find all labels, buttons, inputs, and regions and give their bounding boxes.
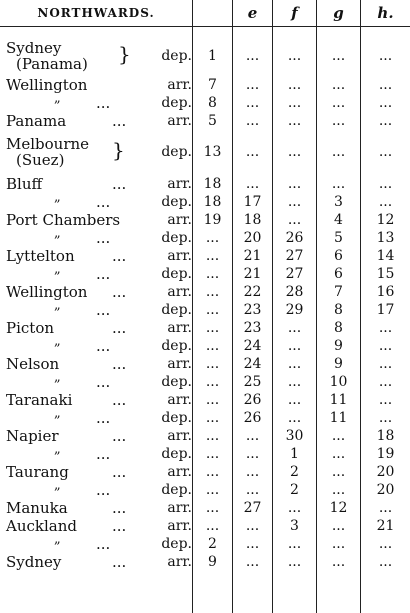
row-ditto-mark: „ — [54, 91, 61, 106]
timetable-cell: 13 — [203, 144, 222, 160]
timetable-cell: ... — [205, 464, 220, 480]
row-brace: } — [112, 138, 125, 162]
timetable-cell: 30 — [285, 428, 304, 444]
timetable-cell: ... — [287, 536, 302, 552]
timetable-cell: ... — [245, 482, 260, 498]
column-header-e: e — [247, 4, 258, 22]
timetable-cell: ... — [287, 410, 302, 426]
timetable-cell: 12 — [329, 500, 348, 516]
timetable-cell: ... — [287, 48, 302, 64]
timetable-cell: ... — [287, 113, 302, 129]
timetable-cell: ... — [378, 113, 393, 129]
timetable-cell: 20 — [376, 464, 395, 480]
row-direction: arr. — [167, 500, 192, 516]
row-direction: arr. — [167, 356, 192, 372]
timetable-cell: 7 — [334, 284, 343, 300]
timetable-cell: ... — [378, 374, 393, 390]
timetable-cell: 18 — [376, 428, 395, 444]
timetable-cell: ... — [205, 518, 220, 534]
timetable-cell: ... — [245, 464, 260, 480]
timetable-cell: ... — [378, 554, 393, 570]
row-place-name: Panama — [6, 112, 67, 130]
timetable-cell: ... — [331, 464, 346, 480]
timetable-cell: ... — [378, 410, 393, 426]
timetable-cell: ... — [331, 95, 346, 111]
row-place-name: Port Chambers — [6, 211, 121, 229]
timetable-cell: 29 — [285, 302, 304, 318]
timetable-cell: 27 — [243, 500, 262, 516]
timetable-cell: 12 — [376, 212, 395, 228]
timetable-cell: ... — [245, 536, 260, 552]
timetable-cell: ... — [287, 95, 302, 111]
row-leader-dots: ... — [96, 301, 111, 319]
timetable-cell: 26 — [243, 410, 262, 426]
timetable-cell: 2 — [208, 536, 217, 552]
row-place-name: Napier — [6, 427, 59, 445]
timetable-cell: 21 — [376, 518, 395, 534]
row-place-name: Sydney — [6, 553, 62, 571]
timetable-cell: ... — [205, 374, 220, 390]
timetable-cell: ... — [331, 536, 346, 552]
timetable-cell: 23 — [243, 320, 262, 336]
row-place-name: Bluff — [6, 175, 43, 193]
column-header-g: g — [333, 4, 344, 22]
timetable-cell: 20 — [243, 230, 262, 246]
timetable-cell: ... — [378, 95, 393, 111]
timetable-cell: 11 — [329, 410, 348, 426]
row-brace: } — [118, 42, 131, 66]
row-leader-dots: ... — [112, 355, 127, 373]
row-leader-dots: ... — [112, 499, 127, 517]
row-direction: arr. — [167, 320, 192, 336]
timetable-cell: ... — [331, 113, 346, 129]
row-direction: dep. — [161, 410, 192, 426]
timetable-cell: 6 — [334, 248, 343, 264]
timetable-cell: ... — [331, 144, 346, 160]
timetable-cell: ... — [245, 48, 260, 64]
timetable-cell: 28 — [285, 284, 304, 300]
row-place-subname: (Suez) — [16, 151, 65, 169]
row-ditto-mark: „ — [54, 334, 61, 349]
timetable-cell: ... — [378, 338, 393, 354]
row-leader-dots: ... — [96, 409, 111, 427]
row-leader-dots: ... — [96, 337, 111, 355]
timetable-cell: ... — [287, 176, 302, 192]
timetable-cell: 20 — [376, 482, 395, 498]
timetable-cell: ... — [378, 194, 393, 210]
row-leader-dots: ... — [112, 463, 127, 481]
row-ditto-mark: „ — [54, 298, 61, 313]
row-ditto-mark: „ — [54, 478, 61, 493]
timetable-cell: 8 — [208, 95, 217, 111]
timetable-cell: 10 — [329, 374, 348, 390]
row-direction: arr. — [167, 248, 192, 264]
timetable-cell: 6 — [334, 266, 343, 282]
row-place-name: Auckland — [6, 517, 77, 535]
timetable-cell: 14 — [376, 248, 395, 264]
timetable-cell: 5 — [208, 113, 217, 129]
timetable-cell: ... — [287, 320, 302, 336]
row-leader-dots: ... — [112, 427, 127, 445]
timetable-cell: ... — [378, 500, 393, 516]
row-direction: dep. — [161, 302, 192, 318]
timetable-cell: 18 — [203, 194, 222, 210]
timetable-cell: ... — [378, 77, 393, 93]
timetable-cell: 23 — [243, 302, 262, 318]
timetable-cell: ... — [378, 392, 393, 408]
timetable-cell: 8 — [334, 302, 343, 318]
timetable-cell: ... — [245, 554, 260, 570]
row-direction: arr. — [167, 77, 192, 93]
row-direction: dep. — [161, 144, 192, 160]
timetable-cell: 24 — [243, 338, 262, 354]
timetable-cell: 2 — [290, 482, 299, 498]
row-place-subname: (Panama) — [16, 55, 88, 73]
timetable-cell: 1 — [208, 48, 217, 64]
timetable-cell: ... — [287, 338, 302, 354]
timetable-cell: ... — [331, 482, 346, 498]
timetable-cell: ... — [205, 248, 220, 264]
timetable-cell: ... — [205, 356, 220, 372]
timetable-cell: 19 — [376, 446, 395, 462]
timetable-cell: 24 — [243, 356, 262, 372]
timetable-cell: ... — [245, 176, 260, 192]
timetable-cell: 3 — [334, 194, 343, 210]
timetable-cell: ... — [331, 446, 346, 462]
table-title: NORTHWARDS. — [37, 6, 155, 20]
timetable-cell: ... — [205, 446, 220, 462]
row-leader-dots: ... — [112, 517, 127, 535]
row-leader-dots: ... — [96, 481, 111, 499]
timetable-cell: 18 — [203, 176, 222, 192]
timetable-cell: ... — [331, 554, 346, 570]
row-direction: arr. — [167, 464, 192, 480]
row-leader-dots: ... — [96, 229, 111, 247]
timetable-cell: ... — [331, 48, 346, 64]
row-leader-dots: ... — [96, 445, 111, 463]
row-place-name: Taurang — [6, 463, 69, 481]
timetable-cell: ... — [205, 338, 220, 354]
row-place-name: Melbourne — [6, 135, 90, 153]
row-leader-dots: ... — [112, 112, 127, 130]
row-leader-dots: ... — [112, 175, 127, 193]
timetable-cell: ... — [287, 77, 302, 93]
timetable-cell: ... — [245, 144, 260, 160]
row-ditto-mark: „ — [54, 532, 61, 547]
row-place-name: Lyttelton — [6, 247, 75, 265]
timetable-cell: ... — [245, 113, 260, 129]
timetable-cell: 25 — [243, 374, 262, 390]
timetable-cell: ... — [245, 95, 260, 111]
row-leader-dots: ... — [112, 553, 127, 571]
row-direction: dep. — [161, 48, 192, 64]
timetable-cell: ... — [378, 536, 393, 552]
timetable-cell: 3 — [290, 518, 299, 534]
timetable-cell: ... — [245, 77, 260, 93]
timetable-cell: ... — [205, 428, 220, 444]
row-ditto-mark: „ — [54, 226, 61, 241]
row-leader-dots: ... — [96, 94, 111, 112]
timetable-cell: ... — [287, 212, 302, 228]
timetable-cell: ... — [378, 144, 393, 160]
row-place-name: Picton — [6, 319, 55, 337]
timetable-cell: 4 — [334, 212, 343, 228]
row-place-name: Wellington — [6, 76, 88, 94]
timetable-cell: 7 — [208, 77, 217, 93]
timetable-cell: 17 — [243, 194, 262, 210]
timetable-cell: ... — [205, 410, 220, 426]
timetable-cell: ... — [378, 356, 393, 372]
row-ditto-mark: „ — [54, 262, 61, 277]
timetable-cell: ... — [378, 48, 393, 64]
row-direction: dep. — [161, 95, 192, 111]
header-rule — [0, 26, 410, 27]
timetable-cell: 16 — [376, 284, 395, 300]
timetable-cell: ... — [287, 356, 302, 372]
column-header-h: h. — [377, 4, 394, 22]
timetable-cell: 15 — [376, 266, 395, 282]
timetable-cell: ... — [205, 230, 220, 246]
timetable-cell: ... — [287, 194, 302, 210]
row-direction: dep. — [161, 230, 192, 246]
row-direction: arr. — [167, 428, 192, 444]
row-place-name: Nelson — [6, 355, 60, 373]
timetable-cell: ... — [287, 374, 302, 390]
timetable-cell: 18 — [243, 212, 262, 228]
timetable-cell: ... — [245, 428, 260, 444]
row-leader-dots: ... — [112, 283, 127, 301]
timetable-cell: 26 — [285, 230, 304, 246]
row-direction: dep. — [161, 374, 192, 390]
row-leader-dots: ... — [96, 535, 111, 553]
column-header-f: f — [291, 4, 298, 22]
row-ditto-mark: „ — [54, 406, 61, 421]
timetable-cell: ... — [287, 500, 302, 516]
timetable-cell: ... — [287, 392, 302, 408]
row-direction: arr. — [167, 518, 192, 534]
timetable-cell: ... — [205, 320, 220, 336]
timetable-cell: ... — [331, 176, 346, 192]
timetable-cell: ... — [287, 554, 302, 570]
timetable-cell: ... — [205, 500, 220, 516]
timetable-cell: ... — [331, 518, 346, 534]
timetable-cell: 27 — [285, 266, 304, 282]
timetable-cell: ... — [331, 77, 346, 93]
timetable-cell: 2 — [290, 464, 299, 480]
timetable-cell: ... — [205, 266, 220, 282]
row-direction: arr. — [167, 176, 192, 192]
timetable-cell: 1 — [290, 446, 299, 462]
timetable-cell: 9 — [208, 554, 217, 570]
row-direction: arr. — [167, 284, 192, 300]
row-direction: dep. — [161, 446, 192, 462]
row-direction: arr. — [167, 113, 192, 129]
timetable-cell: ... — [245, 446, 260, 462]
timetable-cell: 19 — [203, 212, 222, 228]
row-direction: arr. — [167, 392, 192, 408]
row-place-name: Wellington — [6, 283, 88, 301]
row-direction: arr. — [167, 212, 192, 228]
row-direction: dep. — [161, 482, 192, 498]
row-place-name: Manuka — [6, 499, 68, 517]
row-leader-dots: ... — [96, 265, 111, 283]
timetable-cell: ... — [205, 284, 220, 300]
row-leader-dots: ... — [112, 391, 127, 409]
timetable-cell: 17 — [376, 302, 395, 318]
timetable-cell: 11 — [329, 392, 348, 408]
timetable-cell: ... — [205, 302, 220, 318]
row-ditto-mark: „ — [54, 190, 61, 205]
timetable-cell: ... — [331, 428, 346, 444]
row-place-name: Taranaki — [6, 391, 73, 409]
timetable-cell: ... — [205, 392, 220, 408]
row-ditto-mark: „ — [54, 442, 61, 457]
row-place-name: Sydney — [6, 39, 62, 57]
timetable-cell: 13 — [376, 230, 395, 246]
timetable-cell: 9 — [334, 356, 343, 372]
row-direction: dep. — [161, 536, 192, 552]
timetable-cell: ... — [287, 144, 302, 160]
timetable-cell: 8 — [334, 320, 343, 336]
timetable-cell: 27 — [285, 248, 304, 264]
row-direction: dep. — [161, 194, 192, 210]
timetable-cell: ... — [378, 176, 393, 192]
timetable-cell: 22 — [243, 284, 262, 300]
row-direction: dep. — [161, 338, 192, 354]
row-leader-dots: ... — [96, 373, 111, 391]
timetable-cell: 5 — [334, 230, 343, 246]
timetable-cell: 21 — [243, 248, 262, 264]
timetable-cell: ... — [378, 320, 393, 336]
row-leader-dots: ... — [112, 319, 127, 337]
timetable-cell: 21 — [243, 266, 262, 282]
row-ditto-mark: „ — [54, 370, 61, 385]
row-direction: arr. — [167, 554, 192, 570]
timetable-cell: 26 — [243, 392, 262, 408]
timetable-cell: ... — [245, 518, 260, 534]
timetable-cell: ... — [205, 482, 220, 498]
timetable-cell: 9 — [334, 338, 343, 354]
row-leader-dots: ... — [96, 193, 111, 211]
row-direction: dep. — [161, 266, 192, 282]
row-leader-dots: ... — [112, 247, 127, 265]
